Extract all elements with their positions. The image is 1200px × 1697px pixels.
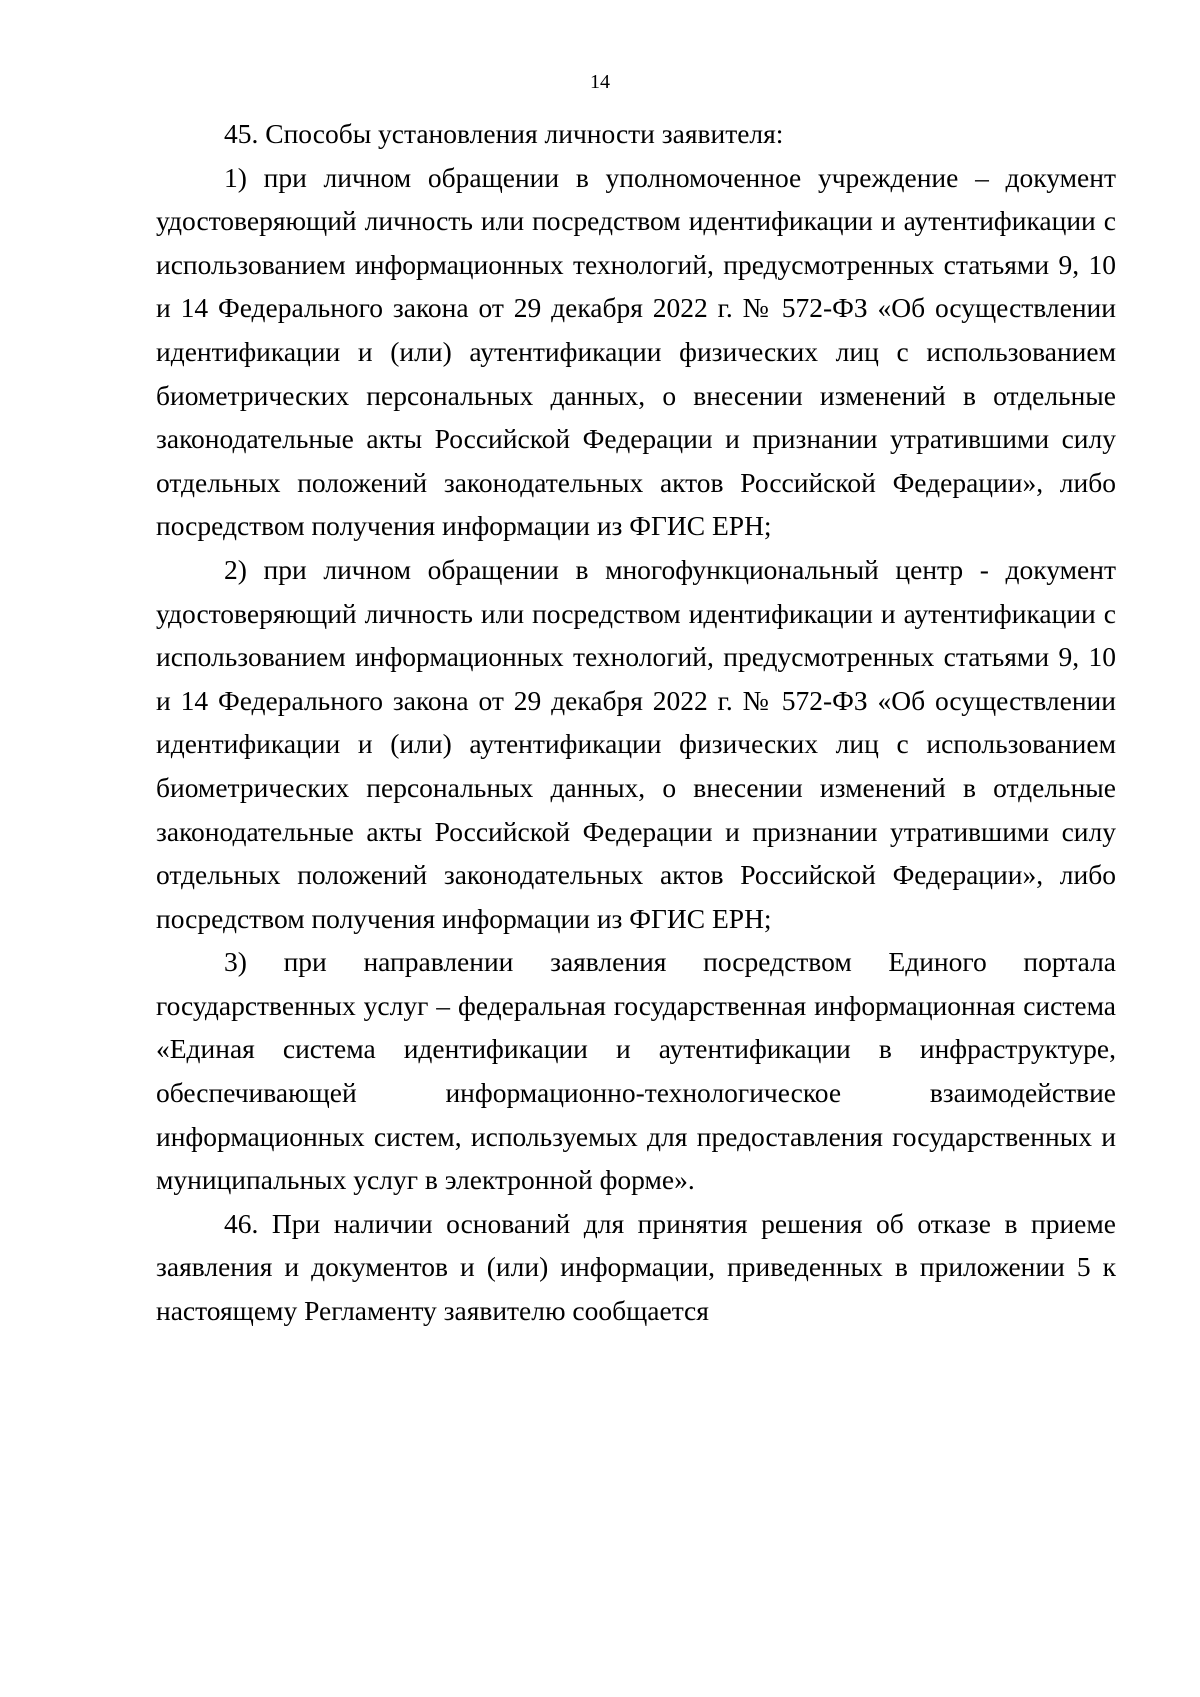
paragraph-46: 46. При наличии оснований для принятия решения об отказе в приеме заявления и документов и (или) информации, приведенных в приложении 5 к настоящему Регламенту заявителю сообщается (156, 1207, 1116, 1327)
paragraph-item-2: 2) при личном обращении в многофункциональный центр - документ удостоверяющий личность или посредством идентификации и аутентификации с использованием информационных технологий, предусмотренных статьями 9, 10 и 14 Федерального закона от 29 декабря 2022 г. № 572-ФЗ «Об осуществлении идентификации и (или) аутентификации физических лиц с использованием биометрических персональных данных, о внесении изменений в отдельные законодательные акты Российской Федерации и признании утратившими силу отдельных положений законодательных актов Российской Федерации», либо посредством получения информации из ФГИС ЕРН; (156, 553, 1116, 934)
paragraph-item-1: 1) при личном обращении в уполномоченное учреждение – документ удостоверяющий личность или посредством идентификации и аутентификации с использованием информационных технологий, предусмотренных статьями 9, 10 и 14 Федерального закона от 29 декабря 2022 г. № 572-ФЗ «Об осуществлении идентификации и (или) аутентификации физических лиц с использованием биометрических персональных данных, о внесении изменений в отдельные законодательные акты Российской Федерации и признании утратившими силу отдельных положений законодательных актов Российской Федерации», либо посредством получения информации из ФГИС ЕРН; (156, 161, 1116, 542)
paragraph-item-3: 3) при направлении заявления посредством Единого портала государственных услуг – федеральная государственная информационная система «Единая система идентификации и аутентификации в инфраструктуре, обеспечивающей информационно-технологическое взаимодействие информационных систем, используемых для предоставления государственных и муниципальных услуг в электронной форме». (156, 946, 1116, 1196)
page-number: 14 (590, 71, 610, 93)
paragraph-45-heading: 45. Способы установления личности заявителя: (224, 118, 784, 149)
document-body (156, 112, 1116, 1333)
